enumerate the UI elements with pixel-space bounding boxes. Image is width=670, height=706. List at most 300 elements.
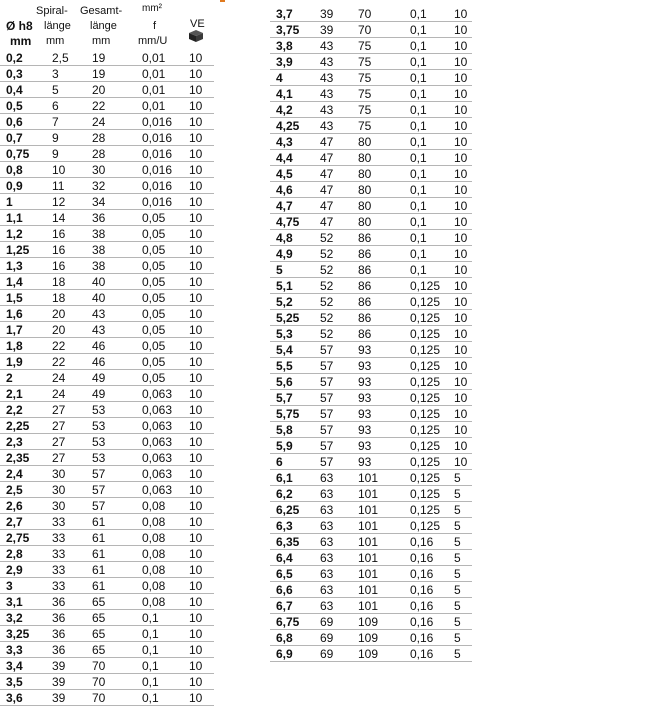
total-length-cell: 109 xyxy=(358,631,379,645)
total-length-cell: 61 xyxy=(92,515,106,529)
feed-cell: 0,125 xyxy=(410,471,441,485)
feed-cell: 0,125 xyxy=(410,327,441,341)
ve-cell: 10 xyxy=(454,247,468,261)
spiral-length-cell: 2,5 xyxy=(52,51,69,65)
ve-cell: 5 xyxy=(454,519,461,533)
table-row xyxy=(0,546,214,562)
feed-symbol: f xyxy=(153,20,157,32)
ve-cell: 5 xyxy=(454,471,461,485)
feed-cell: 0,016 xyxy=(142,115,173,129)
spiral-length-cell: 69 xyxy=(320,647,334,661)
table-row xyxy=(0,322,214,338)
diameter-cell: 2 xyxy=(6,371,13,385)
feed-cell: 0,08 xyxy=(142,547,166,561)
spiral-length-cell: 63 xyxy=(320,503,334,517)
diameter-cell: 4,6 xyxy=(276,183,293,197)
table-row xyxy=(0,338,214,354)
diameter-cell: 1 xyxy=(6,195,13,209)
ve-cell: 10 xyxy=(189,387,203,401)
feed-cell: 0,1 xyxy=(410,87,427,101)
spiral-length-cell: 39 xyxy=(320,7,334,21)
ve-cell: 10 xyxy=(189,547,203,561)
diameter-cell: 1,5 xyxy=(6,291,23,305)
table-row xyxy=(270,630,472,646)
spiral-length-cell: 47 xyxy=(320,151,334,165)
ve-cell: 10 xyxy=(189,371,203,385)
table-row xyxy=(270,22,472,38)
feed-cell: 0,016 xyxy=(142,163,173,177)
total-length-cell: 38 xyxy=(92,227,106,241)
table-row xyxy=(270,518,472,534)
spiral-length-cell: 57 xyxy=(320,375,334,389)
total-length-cell: 101 xyxy=(358,503,379,517)
table-row xyxy=(0,498,214,514)
feed-cell: 0,063 xyxy=(142,387,173,401)
spiral-length-cell: 63 xyxy=(320,599,334,613)
feed-cell: 0,16 xyxy=(410,647,434,661)
diameter-cell: 5 xyxy=(276,263,283,277)
table-row xyxy=(270,166,472,182)
feed-cell: 0,08 xyxy=(142,579,166,593)
table-row xyxy=(270,70,472,86)
total-length-cell: 109 xyxy=(358,615,379,629)
ve-cell: 10 xyxy=(189,115,203,129)
total-length-cell: 93 xyxy=(358,455,372,469)
diameter-cell: 2,1 xyxy=(6,387,23,401)
feed-cell: 0,08 xyxy=(142,515,166,529)
spiral-length-cell: 30 xyxy=(52,499,66,513)
spiral-length-cell: 43 xyxy=(320,87,334,101)
ve-cell: 10 xyxy=(189,99,203,113)
ve-cell: 10 xyxy=(454,375,468,389)
total-length-cell: 93 xyxy=(358,375,372,389)
diameter-cell: 0,5 xyxy=(6,99,23,113)
spiral-length-cell: 43 xyxy=(320,119,334,133)
ve-cell: 10 xyxy=(189,163,203,177)
ve-cell: 10 xyxy=(454,71,468,85)
diameter-cell: 6,2 xyxy=(276,487,293,501)
spiral-length-cell: 36 xyxy=(52,595,66,609)
diameter-cell: 3,25 xyxy=(6,627,30,641)
table-row xyxy=(0,290,214,306)
feed-cell: 0,05 xyxy=(142,291,166,305)
ve-cell: 10 xyxy=(189,259,203,273)
feed-cell: 0,01 xyxy=(142,51,166,65)
diameter-cell: 3,5 xyxy=(6,675,23,689)
ve-cell: 10 xyxy=(454,151,468,165)
total-length-cell: 19 xyxy=(92,67,106,81)
ve-cell: 10 xyxy=(189,195,203,209)
total-length-cell: 109 xyxy=(358,647,379,661)
spiral-length-cell: 57 xyxy=(320,455,334,469)
table-row xyxy=(270,6,472,22)
table-row xyxy=(270,566,472,582)
table-row xyxy=(270,134,472,150)
feed-cell: 0,125 xyxy=(410,343,441,357)
spiral-length-cell: 63 xyxy=(320,471,334,485)
spiral-length-cell: 69 xyxy=(320,631,334,645)
total-length-cell: 86 xyxy=(358,311,372,325)
total-length-cell: 28 xyxy=(92,131,106,145)
feed-cell: 0,05 xyxy=(142,259,166,273)
feed-cell: 0,125 xyxy=(410,423,441,437)
ve-cell: 5 xyxy=(454,487,461,501)
total-length-cell: 57 xyxy=(92,483,106,497)
feed-cell: 0,125 xyxy=(410,359,441,373)
spiral-unit: mm xyxy=(46,35,65,47)
ve-cell: 10 xyxy=(189,563,203,577)
total-length-cell: 20 xyxy=(92,83,106,97)
spiral-length-cell: 52 xyxy=(320,295,334,309)
total-length-cell: 36 xyxy=(92,211,106,225)
ve-cell: 10 xyxy=(189,419,203,433)
table-row xyxy=(270,454,472,470)
diameter-cell: 4,7 xyxy=(276,199,293,213)
table-row xyxy=(0,626,214,642)
spiral-length-cell: 47 xyxy=(320,199,334,213)
ve-cell: 10 xyxy=(454,343,468,357)
table-row xyxy=(0,402,214,418)
table-row xyxy=(270,534,472,550)
table-row xyxy=(0,258,214,274)
spiral-length-cell: 36 xyxy=(52,611,66,625)
diameter-cell: 5,5 xyxy=(276,359,293,373)
feed-cell: 0,1 xyxy=(142,643,159,657)
total-length-cell: 75 xyxy=(358,71,372,85)
spiral-length-cell: 36 xyxy=(52,627,66,641)
spiral-length-cell: 52 xyxy=(320,279,334,293)
feed-cell: 0,05 xyxy=(142,323,166,337)
diameter-cell: 2,6 xyxy=(6,499,23,513)
ve-cell: 10 xyxy=(454,295,468,309)
feed-cell: 0,1 xyxy=(142,611,159,625)
diameter-unit: mm xyxy=(10,34,32,48)
ve-cell: 10 xyxy=(189,595,203,609)
spiral-length-cell: 57 xyxy=(320,423,334,437)
table-row xyxy=(270,150,472,166)
ve-cell: 10 xyxy=(189,147,203,161)
total-length-cell: 61 xyxy=(92,547,106,561)
total-length-cell: 53 xyxy=(92,451,106,465)
gesamt-header-2: länge xyxy=(90,20,117,32)
ve-cell: 5 xyxy=(454,503,461,517)
table-row xyxy=(0,82,214,98)
spiral-length-cell: 33 xyxy=(52,531,66,545)
ve-cell: 10 xyxy=(189,243,203,257)
diameter-cell: 6,3 xyxy=(276,519,293,533)
diameter-cell: 3,6 xyxy=(6,691,23,705)
diameter-cell: 4,25 xyxy=(276,119,300,133)
diameter-cell: 5,2 xyxy=(276,295,293,309)
feed-cell: 0,1 xyxy=(410,103,427,117)
ve-cell: 10 xyxy=(189,483,203,497)
spiral-length-cell: 43 xyxy=(320,55,334,69)
total-length-cell: 38 xyxy=(92,243,106,257)
feed-cell: 0,1 xyxy=(410,71,427,85)
diameter-cell: 1,9 xyxy=(6,355,23,369)
feed-cell: 0,125 xyxy=(410,519,441,533)
table-row xyxy=(270,294,472,310)
diameter-cell: 4,2 xyxy=(276,103,293,117)
feed-cell: 0,1 xyxy=(410,215,427,229)
spiral-length-cell: 39 xyxy=(52,691,66,705)
feed-cell: 0,16 xyxy=(410,631,434,645)
spiral-length-cell: 63 xyxy=(320,487,334,501)
table-row xyxy=(270,374,472,390)
feed-cell: 0,063 xyxy=(142,435,173,449)
ve-cell: 10 xyxy=(454,215,468,229)
feed-cell: 0,05 xyxy=(142,371,166,385)
spiral-length-cell: 43 xyxy=(320,103,334,117)
table-row xyxy=(0,418,214,434)
table-row xyxy=(0,482,214,498)
table-row xyxy=(0,386,214,402)
table-row xyxy=(0,66,214,82)
ve-cell: 10 xyxy=(454,23,468,37)
total-length-cell: 80 xyxy=(358,167,372,181)
table-row xyxy=(0,642,214,658)
feed-cell: 0,16 xyxy=(410,599,434,613)
spiral-length-cell: 10 xyxy=(52,163,66,177)
total-length-cell: 61 xyxy=(92,579,106,593)
ve-cell: 10 xyxy=(454,359,468,373)
total-length-cell: 53 xyxy=(92,403,106,417)
table-row xyxy=(0,466,214,482)
ve-cell: 10 xyxy=(189,515,203,529)
diameter-cell: 6,6 xyxy=(276,583,293,597)
total-length-cell: 101 xyxy=(358,487,379,501)
ve-cell: 10 xyxy=(189,659,203,673)
table-row xyxy=(270,230,472,246)
spiral-length-cell: 33 xyxy=(52,579,66,593)
total-length-cell: 70 xyxy=(358,23,372,37)
ve-cell: 10 xyxy=(189,307,203,321)
feed-cell: 0,1 xyxy=(142,691,159,705)
spiral-length-cell: 27 xyxy=(52,403,66,417)
ve-cell: 10 xyxy=(189,467,203,481)
spiral-length-cell: 63 xyxy=(320,567,334,581)
spiral-length-cell: 12 xyxy=(52,195,66,209)
spiral-length-cell: 27 xyxy=(52,435,66,449)
total-length-cell: 70 xyxy=(92,691,106,705)
total-length-cell: 93 xyxy=(358,359,372,373)
diameter-cell: 4 xyxy=(276,71,283,85)
ve-cell: 10 xyxy=(454,327,468,341)
feed-cell: 0,1 xyxy=(410,119,427,133)
diameter-cell: 2,9 xyxy=(6,563,23,577)
spiral-length-cell: 5 xyxy=(52,83,59,97)
ve-cell: 5 xyxy=(454,583,461,597)
spiral-length-cell: 33 xyxy=(52,547,66,561)
ve-cell: 10 xyxy=(454,423,468,437)
ve-cell: 10 xyxy=(189,83,203,97)
diameter-cell: 3,9 xyxy=(276,55,293,69)
diameter-cell: 5,9 xyxy=(276,439,293,453)
total-length-cell: 34 xyxy=(92,195,106,209)
spiral-length-cell: 33 xyxy=(52,515,66,529)
feed-cell: 0,125 xyxy=(410,503,441,517)
feed-cell: 0,125 xyxy=(410,375,441,389)
spiral-length-cell: 57 xyxy=(320,343,334,357)
total-length-cell: 19 xyxy=(92,51,106,65)
diameter-cell: 3,7 xyxy=(276,7,293,21)
diameter-cell: 6,25 xyxy=(276,503,300,517)
total-length-cell: 65 xyxy=(92,611,106,625)
table-row xyxy=(270,86,472,102)
feed-cell: 0,05 xyxy=(142,211,166,225)
total-length-cell: 65 xyxy=(92,627,106,641)
ve-cell: 10 xyxy=(189,323,203,337)
spiral-length-cell: 33 xyxy=(52,563,66,577)
row-divider xyxy=(270,661,472,662)
ve-cell: 10 xyxy=(189,579,203,593)
feed-cell: 0,063 xyxy=(142,483,173,497)
total-length-cell: 61 xyxy=(92,531,106,545)
spiral-length-cell: 39 xyxy=(320,23,334,37)
feed-cell: 0,1 xyxy=(410,167,427,181)
feed-cell: 0,16 xyxy=(410,535,434,549)
table-row xyxy=(0,210,214,226)
ve-cell: 10 xyxy=(454,391,468,405)
spiral-length-cell: 52 xyxy=(320,311,334,325)
diameter-cell: 3,4 xyxy=(6,659,23,673)
total-length-cell: 70 xyxy=(92,675,106,689)
total-length-cell: 43 xyxy=(92,307,106,321)
feed-cell: 0,1 xyxy=(142,675,159,689)
diameter-cell: 0,8 xyxy=(6,163,23,177)
feed-cell: 0,1 xyxy=(410,263,427,277)
feed-cell: 0,1 xyxy=(410,39,427,53)
total-length-cell: 93 xyxy=(358,407,372,421)
orange-accent-mark xyxy=(220,0,225,2)
ve-cell: 10 xyxy=(454,263,468,277)
feed-unit-top: mm² xyxy=(142,3,162,14)
ve-cell: 10 xyxy=(189,227,203,241)
ve-cell: 10 xyxy=(189,179,203,193)
ve-cell: 10 xyxy=(454,183,468,197)
diameter-cell: 6,75 xyxy=(276,615,300,629)
table-row xyxy=(270,582,472,598)
diameter-cell: 1,3 xyxy=(6,259,23,273)
ve-cell: 10 xyxy=(189,67,203,81)
spiral-length-cell: 24 xyxy=(52,371,66,385)
diameter-cell: 3,2 xyxy=(6,611,23,625)
ve-cell: 10 xyxy=(454,231,468,245)
table-row xyxy=(0,658,214,674)
gesamt-header-1: Gesamt- xyxy=(80,5,123,17)
table-row xyxy=(270,646,472,662)
ve-cell: 10 xyxy=(454,439,468,453)
spiral-length-cell: 63 xyxy=(320,583,334,597)
diameter-cell: 1,25 xyxy=(6,243,30,257)
table-row xyxy=(0,690,214,706)
table-row xyxy=(270,342,472,358)
table-row xyxy=(0,354,214,370)
table-row xyxy=(270,406,472,422)
feed-cell: 0,125 xyxy=(410,311,441,325)
ve-cell: 10 xyxy=(454,119,468,133)
ve-cell: 10 xyxy=(454,407,468,421)
ve-cell: 10 xyxy=(189,211,203,225)
table-row xyxy=(270,470,472,486)
feed-cell: 0,16 xyxy=(410,583,434,597)
spiral-header-1: Spiral- xyxy=(36,5,68,17)
feed-cell: 0,08 xyxy=(142,499,166,513)
table-row xyxy=(0,226,214,242)
feed-cell: 0,05 xyxy=(142,307,166,321)
diameter-cell: 2,25 xyxy=(6,419,30,433)
table-row xyxy=(0,130,214,146)
total-length-cell: 86 xyxy=(358,327,372,341)
spiral-length-cell: 57 xyxy=(320,391,334,405)
ve-cell: 10 xyxy=(454,311,468,325)
table-row xyxy=(270,486,472,502)
feed-cell: 0,01 xyxy=(142,99,166,113)
total-length-cell: 46 xyxy=(92,339,106,353)
table-row xyxy=(270,550,472,566)
ve-cell: 10 xyxy=(454,39,468,53)
total-length-cell: 65 xyxy=(92,643,106,657)
diameter-cell: 2,5 xyxy=(6,483,23,497)
diameter-cell: 4,4 xyxy=(276,151,293,165)
ve-cell: 10 xyxy=(454,103,468,117)
total-length-cell: 49 xyxy=(92,387,106,401)
ve-cell: 10 xyxy=(189,51,203,65)
spiral-length-cell: 69 xyxy=(320,615,334,629)
spiral-length-cell: 16 xyxy=(52,259,66,273)
total-length-cell: 22 xyxy=(92,99,106,113)
spiral-length-cell: 52 xyxy=(320,231,334,245)
total-length-cell: 86 xyxy=(358,231,372,245)
total-length-cell: 38 xyxy=(92,259,106,273)
total-length-cell: 70 xyxy=(358,7,372,21)
ve-cell: 10 xyxy=(189,451,203,465)
diameter-cell: 4,1 xyxy=(276,87,293,101)
feed-cell: 0,1 xyxy=(410,135,427,149)
spiral-length-cell: 36 xyxy=(52,643,66,657)
total-length-cell: 101 xyxy=(358,599,379,613)
spiral-length-cell: 18 xyxy=(52,291,66,305)
spiral-length-cell: 22 xyxy=(52,355,66,369)
diameter-cell: 1,1 xyxy=(6,211,23,225)
spiral-header-2: länge xyxy=(44,20,71,32)
diameter-cell: 2,2 xyxy=(6,403,23,417)
total-length-cell: 43 xyxy=(92,323,106,337)
diameter-cell: 6 xyxy=(276,455,283,469)
spiral-length-cell: 47 xyxy=(320,167,334,181)
table-row xyxy=(0,578,214,594)
table-row xyxy=(270,358,472,374)
diameter-cell: 2,35 xyxy=(6,451,30,465)
total-length-cell: 101 xyxy=(358,567,379,581)
ve-cell: 10 xyxy=(189,627,203,641)
diameter-cell: 0,7 xyxy=(6,131,23,145)
total-length-cell: 93 xyxy=(358,423,372,437)
spiral-length-cell: 47 xyxy=(320,215,334,229)
feed-cell: 0,125 xyxy=(410,487,441,501)
total-length-cell: 86 xyxy=(358,247,372,261)
ve-cell: 5 xyxy=(454,551,461,565)
ve-cell: 10 xyxy=(189,339,203,353)
table-row xyxy=(270,262,472,278)
feed-cell: 0,125 xyxy=(410,407,441,421)
feed-cell: 0,08 xyxy=(142,531,166,545)
total-length-cell: 57 xyxy=(92,499,106,513)
table-row xyxy=(270,198,472,214)
table-row xyxy=(270,614,472,630)
diameter-cell: 3 xyxy=(6,579,13,593)
diameter-cell: 6,1 xyxy=(276,471,293,485)
